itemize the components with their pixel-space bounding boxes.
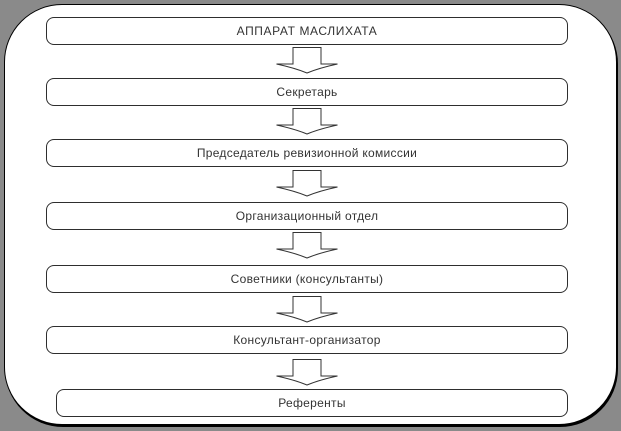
node-organizatsionnyy-otdel [46,202,568,230]
node-label: Референты [278,396,346,410]
node-label: Секретарь [276,85,338,99]
down-block-arrow-icon [276,359,338,386]
chart-frame [4,4,617,425]
down-block-arrow-icon [276,108,338,135]
node-predsedatel-revizionnoy-komissii [46,139,568,167]
node-apparat-maslikhata [46,17,568,45]
node-label: Председатель ревизионной комиссии [196,146,418,160]
down-block-arrow-icon [276,296,338,323]
node-sovetniki-konsultanty [46,265,568,293]
node-label: Организационный отдел [235,209,379,223]
node-label: Консультант-организатор [233,333,381,347]
node-referenty [56,389,568,417]
node-sekretar [46,78,568,106]
node-konsultant-organizator [46,326,568,354]
node-label: Советники (консультанты) [230,272,384,286]
down-block-arrow-icon [276,170,338,197]
node-label: АППАРАТ МАСЛИХАТА [236,24,378,38]
down-block-arrow-icon [276,232,338,259]
down-block-arrow-icon [276,47,338,74]
